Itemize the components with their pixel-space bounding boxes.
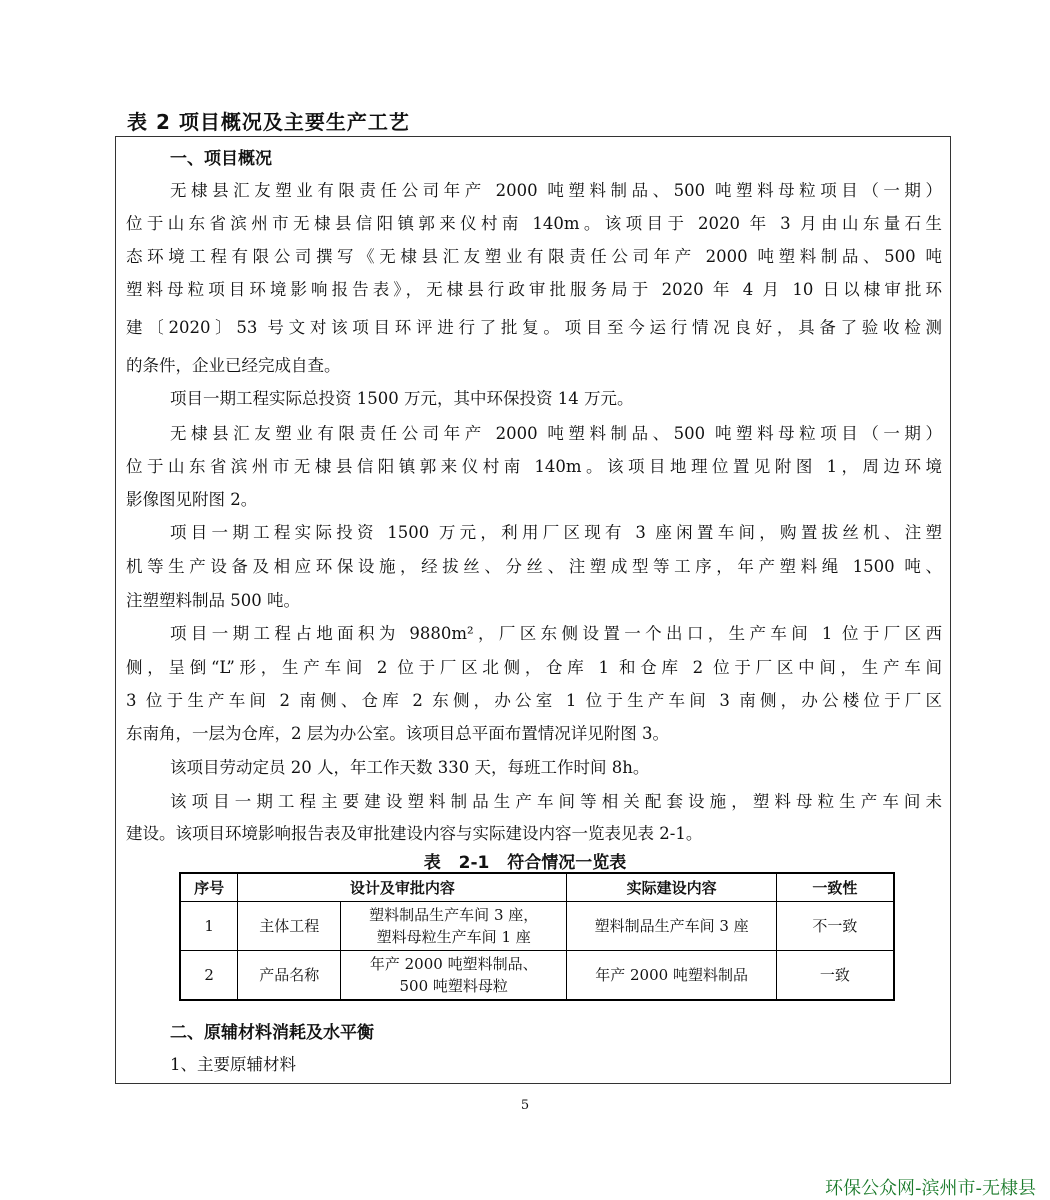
paragraph-line: 项目一期工程实际投资 1500 万元，利用厂区现有 3 座闲置车间，购置拔丝机、注塑 (170, 523, 942, 542)
cell-consistency: 不一致 (776, 902, 894, 951)
paragraph-line: 建设。该项目环境影响报告表及审批建设内容与实际建设内容一览表见表 2-1。 (126, 824, 703, 843)
cell-design-line: 500 吨塑料母粒 (399, 977, 508, 995)
paragraph-line: 影像图见附图 2。 (126, 490, 258, 509)
header-actual: 实际建设内容 (567, 873, 776, 902)
paragraph-line: 东南角，一层为仓库，2 层为办公室。该项目总平面布置情况详见附图 3。 (126, 724, 669, 743)
paragraph-line: 注塑塑料制品 500 吨。 (126, 591, 300, 610)
section-heading-overview: 一、项目概况 (170, 149, 272, 169)
table-header-row (180, 873, 894, 902)
page-number: 5 (520, 1098, 530, 1113)
table-row (180, 902, 894, 951)
paragraph-line: 无棣县汇友塑业有限责任公司年产 2000 吨塑料制品、500 吨塑料母粒项目（一期） (170, 181, 942, 200)
comparison-table (179, 872, 895, 1001)
cell-no: 1 (180, 902, 238, 951)
header-design: 设计及审批内容 (238, 873, 567, 902)
paragraph-line: 侧，呈倒“L”形，生产车间 2 位于厂区北侧，仓库 1 和仓库 2 位于厂区中间，生产车间 (126, 658, 942, 677)
paragraph-line: 建〔2020〕53 号文对该项目环评进行了批复。项目至今运行情况良好，具备了验收检测 (126, 318, 942, 337)
cell-design (341, 902, 567, 951)
header-no: 序号 (180, 873, 238, 902)
header-consistency: 一致性 (776, 873, 894, 902)
cell-no: 2 (180, 951, 238, 1001)
section-heading-materials: 二、原辅材料消耗及水平衡 (170, 1023, 374, 1043)
cell-actual: 塑料制品生产车间 3 座 (567, 902, 776, 951)
cell-category: 主体工程 (238, 902, 341, 951)
paragraph-line: 态环境工程有限公司撰写《无棣县汇友塑业有限责任公司年产 2000 吨塑料制品、500 吨 (126, 247, 942, 266)
paragraph-line: 3 位于生产车间 2 南侧、仓库 2 东侧，办公室 1 位于生产车间 3 南侧，办公楼位于厂区 (126, 691, 942, 710)
cell-design-line: 塑料母粒生产车间 1 座 (376, 928, 531, 946)
paragraph-line: 该项目一期工程主要建设塑料制品生产车间等相关配套设施，塑料母粒生产车间未 (170, 792, 942, 811)
paragraph-line: 位于山东省滨州市无棣县信阳镇郭来仪村南 140m。该项目地理位置见附图 1，周边环境 (126, 457, 942, 476)
cell-category: 产品名称 (238, 951, 341, 1001)
cell-design-line: 塑料制品生产车间 3 座， (369, 906, 539, 924)
table-caption: 表 2-1 符合情况一览表 (423, 853, 627, 873)
paragraph-line: 该项目劳动定员 20 人，年工作天数 330 天，每班工作时间 8h。 (170, 758, 650, 777)
paragraph-line: 位于山东省滨州市无棣县信阳镇郭来仪村南 140m。该项目于 2020 年 3 月由山东量石生 (126, 214, 942, 233)
paragraph-line: 无棣县汇友塑业有限责任公司年产 2000 吨塑料制品、500 吨塑料母粒项目（一期） (170, 424, 942, 443)
paragraph-line: 的条件，企业已经完成自查。 (126, 356, 341, 375)
paragraph-line: 项目一期工程占地面积为 9880m²，厂区东侧设置一个出口，生产车间 1 位于厂区西 (170, 624, 942, 643)
paragraph-line: 机等生产设备及相应环保设施，经拔丝、分丝、注塑成型等工序，年产塑料绳 1500 吨、 (126, 557, 942, 576)
table-row (180, 951, 894, 1001)
cell-design-line: 年产 2000 吨塑料制品、 (369, 955, 538, 973)
cell-actual: 年产 2000 吨塑料制品 (567, 951, 776, 1001)
paragraph-line: 项目一期工程实际总投资 1500 万元，其中环保投资 14 万元。 (170, 389, 634, 408)
paragraph-line: 塑料母粒项目环境影响报告表》，无棣县行政审批服务局于 2020 年 4 月 10 日以棣审批环 (126, 280, 942, 299)
cell-consistency: 一致 (776, 951, 894, 1001)
cell-design (341, 951, 567, 1001)
watermark: 环保公众网-滨州市-无棣县 (825, 1178, 1036, 1199)
subsection-heading: 1、主要原辅材料 (170, 1055, 296, 1074)
document-title: 表 2 项目概况及主要生产工艺 (127, 110, 410, 134)
